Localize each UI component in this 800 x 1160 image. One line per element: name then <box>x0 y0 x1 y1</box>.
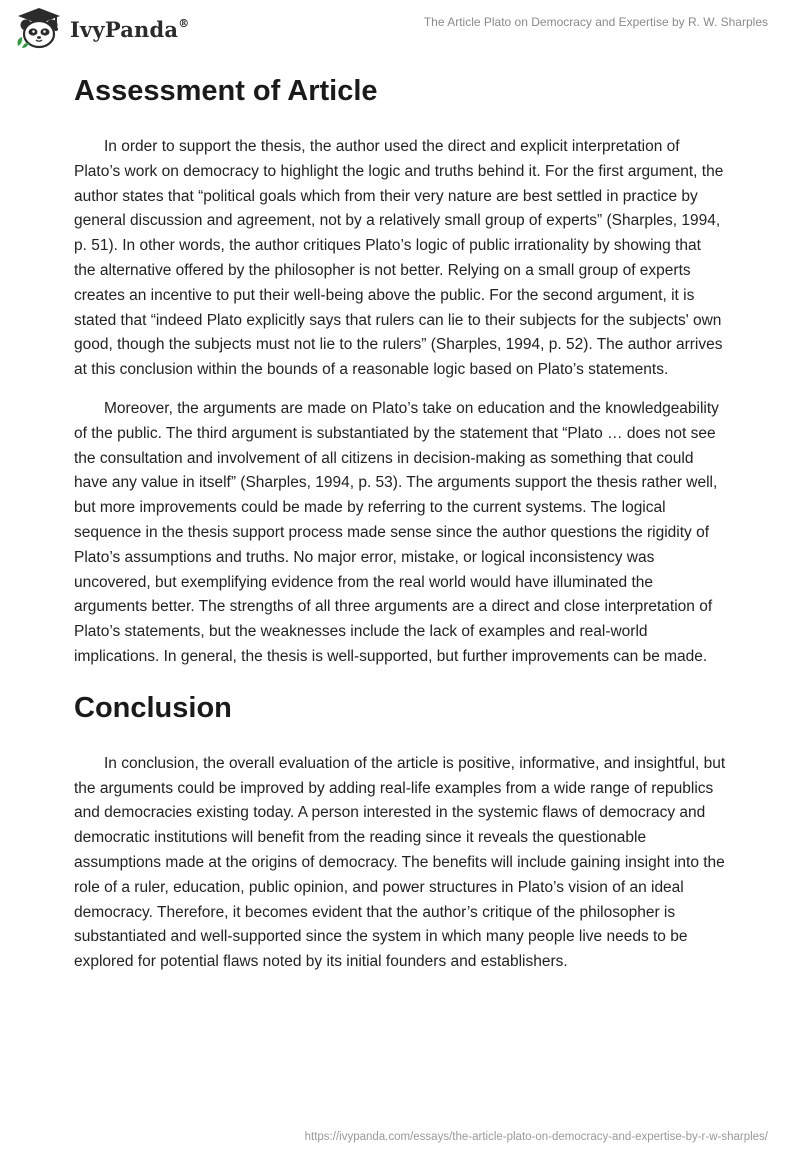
document-title: The Article Plato on Democracy and Expertise by R. W. Sharples <box>423 15 768 29</box>
section-heading-conclusion: Conclusion <box>74 691 232 724</box>
ivypanda-logo[interactable] <box>14 6 189 50</box>
brand-name: IvyPanda® <box>70 16 190 42</box>
panda-graduate-icon <box>14 6 64 50</box>
assessment-paragraph-2: Moreover, the arguments are made on Plato’s take on education and the knowledgeability of the public. The third argument is substantiated by the statement that “Plato … does not see the consultation and involvement of all citizens in decision-making as something that could have any value in itself” (Sharples, 1994, p. 53). The arguments support the thesis rather well, but more improvements could be made by referring to the current systems. The logical sequence in the thesis support process made sense since the author questions the rigidity of Plato’s assumptions and truths. No major error, mistake, or logical inconsistency was uncovered, but exemplifying evidence from the real world would have illuminated the arguments better. The strengths of all three arguments are a direct and close interpretation of Plato’s statements, but the weaknesses include the lack of examples and real-world implications. In general, the thesis is well-supported, but further improvements can be made. <box>74 399 719 665</box>
section-heading-assessment: Assessment of Article <box>74 75 378 107</box>
assessment-paragraph-1: In order to support the thesis, the author used the direct and explicit interpretation of Plato’s work on democracy to highlight the logic and truths behind it. For the first argument, the author states that “political goals which from their very nature are best settled in practice by general discussion and agreement, not by a relatively small group of experts” (Sharples, 1994, p. 51). In other words, the author critiques Plato’s logic of public irrationality by showing that the alternative offered by the philosopher is not better. Relying on a small group of experts creates an incentive to put their well-being above the public. For the second argument, it is stated that “indeed Plato explicitly says that rulers can lie to their subjects for the subjects' own good, though the subjects must not lie to the rulers” (Sharples, 1994, p. 52). The author arrives at this conclusion within the bounds of a reasonable logic based on Plato’s statements. <box>74 138 724 379</box>
source-url-link[interactable]: https://ivypanda.com/essays/the-article-plato-on-democracy-and-expertise-by-r-w-sharples/ <box>304 1131 768 1143</box>
article-body <box>74 72 726 975</box>
conclusion-paragraph: In conclusion, the overall evaluation of the article is positive, informative, and insightful, but the arguments could be improved by adding real-life examples from a wide range of republics and democracies existing today. A person interested in the systemic flaws of democracy and democratic institutions will benefit from the reading since it reveals the questionable assumptions made at the origins of democracy. The benefits will include gaining insight into the role of a ruler, education, public opinion, and power structures in Plato’s vision of an ideal democracy. Therefore, it becomes evident that the author’s critique of the philosopher is substantiated and well-supported since the system in which many people live needs to be explored for potential flaws noted by its initial founders and establishers. <box>74 754 726 971</box>
page-header <box>0 0 800 60</box>
registered-mark: ® <box>178 16 190 30</box>
